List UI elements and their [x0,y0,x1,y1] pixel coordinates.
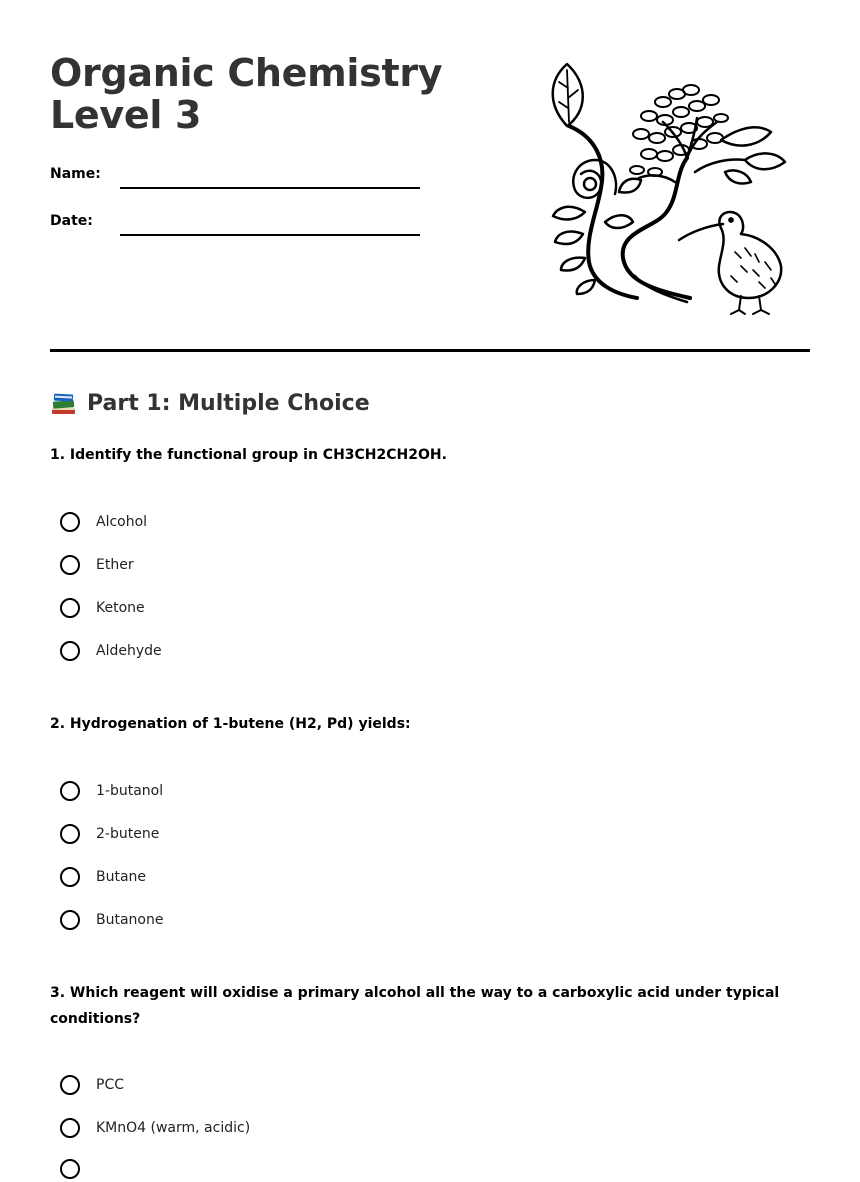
q3-option-a[interactable] [60,1072,124,1098]
q2-option-b[interactable] [60,821,159,847]
date-field[interactable] [120,234,420,236]
q1-option-a[interactable] [60,509,147,535]
q2-option-d[interactable] [60,907,163,933]
section-title-text: Part 1: Multiple Choice [87,390,370,416]
option-label: Ether [96,557,134,573]
radio-button[interactable] [60,867,80,887]
radio-button[interactable] [60,555,80,575]
radio-button[interactable] [60,1075,80,1095]
q3-option-c-partial[interactable] [60,1156,96,1182]
radio-button[interactable] [60,1118,80,1138]
radio-button[interactable] [60,1159,80,1179]
option-label: PCC [96,1077,124,1093]
option-label: Aldehyde [96,643,162,659]
q2-option-a[interactable] [60,778,163,804]
radio-button[interactable] [60,641,80,661]
radio-button[interactable] [60,512,80,532]
option-label: Ketone [96,600,145,616]
radio-button[interactable] [60,824,80,844]
radio-button[interactable] [60,781,80,801]
question-3: 3. Which reagent will oxidise a primary alcohol all the way to a carboxylic acid under typical conditions? [50,985,780,1027]
question-1: 1. Identify the functional group in CH3CH2CH2OH. [50,447,447,463]
option-label: Butanone [96,912,164,928]
q1-option-c[interactable] [60,595,145,621]
books-icon [50,390,77,416]
radio-button[interactable] [60,910,80,930]
name-label: Name: [50,166,101,182]
header-divider [50,349,810,352]
date-label: Date: [50,213,93,229]
option-label: 2-butene [96,826,160,842]
kiwi-fern-illustration [545,62,795,322]
page-title: Organic Chemistry Level 3 [50,51,443,137]
option-label: KMnO4 (warm, acidic) [96,1120,251,1136]
q3-option-b[interactable] [60,1115,250,1141]
question-2: 2. Hydrogenation of 1-butene (H2, Pd) yields: [50,716,411,732]
radio-button[interactable] [60,598,80,618]
q2-option-c[interactable] [60,864,146,890]
q1-option-d[interactable] [60,638,162,664]
name-field[interactable] [120,187,420,189]
option-label: Alcohol [96,514,148,530]
q1-option-b[interactable] [60,552,134,578]
option-label: Butane [96,869,147,885]
section-title [50,390,370,416]
option-label: 1-butanol [96,783,164,799]
